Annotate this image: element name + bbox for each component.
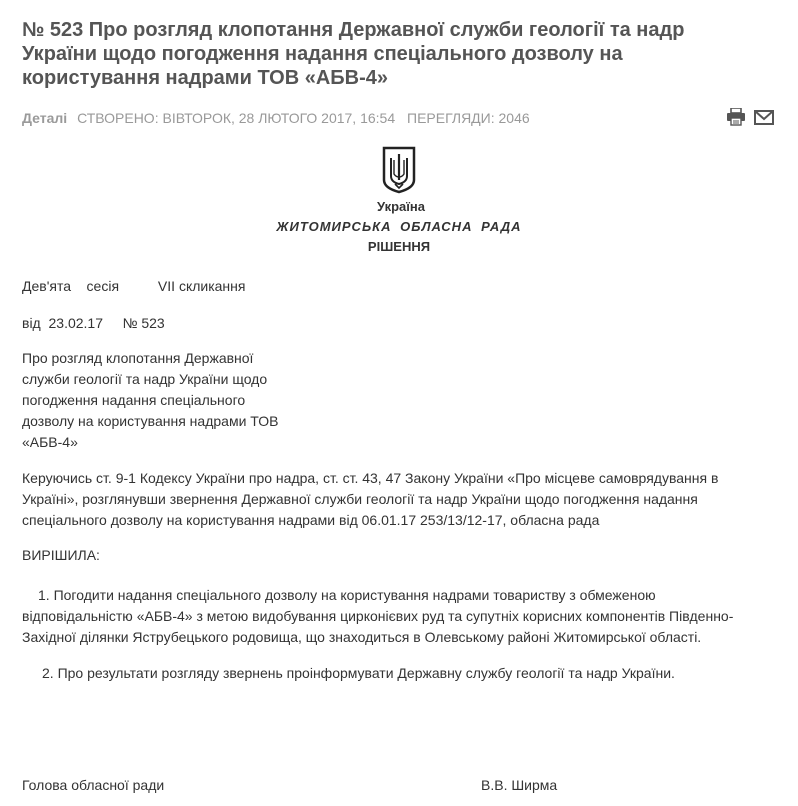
view-count: ПЕРЕГЛЯДИ: 2046 <box>407 110 530 126</box>
council-heading: ЖИТОМИРСЬКА ОБЛАСНА РАДА <box>276 219 522 234</box>
signature-title: Голова обласної ради <box>22 777 165 793</box>
signature-name: В.В. Ширма <box>481 777 558 793</box>
resolution-item-1: 1. Погодити надання спеціального дозволу на користування надрами товариству з обмеженою відповідальністю «АБВ-4» з метою видобування цирконієвих руд та супутніх корисних компонентів Південно-Західної ділянки Яструбецького родовища, що знаходиться в Олевському районі Житомирської області. <box>22 587 734 645</box>
page-title: № 523 Про розгляд клопотання Державної служби геології та надр України щодо погодження надання спеціального дозволу на користування надрами ТОВ «АБВ-4» <box>22 19 685 89</box>
print-icon[interactable] <box>726 108 746 131</box>
country-heading: Україна <box>376 199 425 214</box>
article-info <box>22 110 530 126</box>
decision-subject: Про розгляд клопотання Державної служби геології та надр України щодо погодження надання спеціального дозволу на користування надрами ТОВ «АБВ-4» <box>22 350 279 450</box>
mail-icon[interactable] <box>754 110 774 130</box>
decision-heading: РІШЕННЯ <box>367 239 431 254</box>
resolved-heading: ВИРІШИЛА: <box>22 547 100 563</box>
coat-of-arms-icon <box>382 146 416 199</box>
created-date: СТВОРЕНО: ВІВТОРОК, 28 ЛЮТОГО 2017, 16:54 <box>77 110 396 126</box>
details-label: Деталі <box>22 110 68 126</box>
resolution-item-2: 2. Про результати розгляду звернень проінформувати Державну службу геології та надр України. <box>42 665 675 681</box>
preamble-paragraph: Керуючись ст. 9-1 Кодексу України про надра, ст. ст. 43, 47 Закону України «Про місцеве самоврядування в Україні», розглянувши звернення Державної служби геології та надр України щодо погодження надання спеціального дозволу на користування надрами від 06.01.17 253/13/12-17, обласна рада <box>22 470 719 528</box>
date-number-line: від 23.02.17 № 523 <box>22 315 165 331</box>
session-line: Дев'ята сесія VІІ скликання <box>22 278 246 294</box>
